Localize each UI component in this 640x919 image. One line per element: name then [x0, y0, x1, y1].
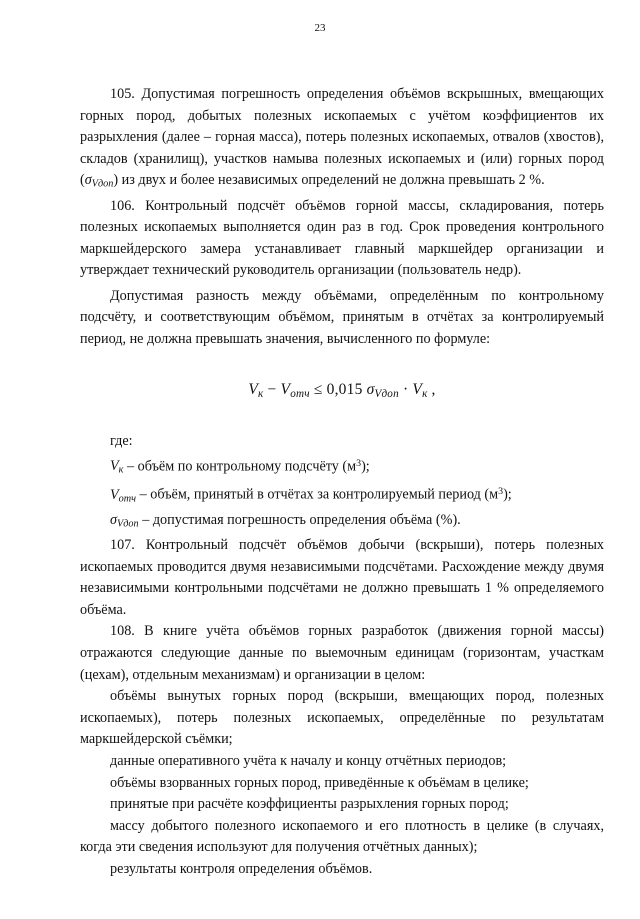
- paragraph-105-text-end: ) из двух и более независимых определений не должна превышать 2 %.: [113, 172, 545, 189]
- formula: $V_к - V_{отч} \le 0,015$ $\sigma_{Vдоп} \cdot V_к$ ,: [248, 380, 436, 400]
- where-label: где:: [110, 433, 133, 450]
- list-item: результаты контроля определения объёмов.: [110, 860, 373, 877]
- list-item: объёмы взорванных горных пород, приведённые к объёмам в целике;: [110, 774, 529, 791]
- paragraph-105: [80, 84, 604, 196]
- list-item: объёмы вынутых горных пород (вскрыши, вмещающих пород, полезных ископаемых), потерь полезных ископаемых, определённые по результатам маркшейдерской съёмки;: [80, 688, 604, 748]
- paragraph-106: 106. Контрольный подсчёт объёмов горной массы, складирования, потерь полезных ископаемых выполняется один раз в год. Срок проведения контрольного маркшейдерского замера устанавливает главный маркшейдер организации и утверждает технический руководитель организации (пользователь недр).: [80, 197, 604, 279]
- page-number: 23: [314, 22, 326, 34]
- paragraph-105-text: 105. Допустимая погрешность определения объёмов вскрышных, вмещающих горных пород, добытых полезных ископаемых с учётом коэффициентов их разрыхления (далее – горная масса), потерь полезных ископаемых, отвалов (хвостов), складов (хранилищ), участков намыва полезных ископаемых и (или) горных пород (: [80, 86, 604, 189]
- list-item: массу добытого полезного ископаемого и его плотность в целике (в случаях, когда эти сведения используют для получения отчётных данных);: [80, 817, 604, 856]
- paragraph-allowed-difference: Допустимая разность между объёмами, определённым по контрольному подсчёту, и соответствующим объёмом, принятым в отчётах за контролируемый период, не должна превышать значения, вычисленного по формуле:: [80, 287, 604, 348]
- definition-sigma: $\sigma_{Vдоп}$ – допустимая погрешность определения объёма (%).: [110, 511, 461, 530]
- list-item: принятые при расчёте коэффициенты разрыхления горных пород;: [110, 796, 509, 813]
- definition-vk: $V_к$ – объём по контрольному подсчёту $(м^3)$;: [110, 457, 370, 476]
- paragraph-108: 108. В книге учёта объёмов горных разработок (движения горной массы) отражаются следующие данные по выемочным единицам (горизонтам, участкам (цехам), отдельным механизмам) и организации в целом:: [80, 623, 604, 683]
- page-content: [80, 84, 604, 881]
- list-item: данные оперативного учёта к началу и концу отчётных периодов;: [110, 752, 507, 769]
- definition-votch: $V_{отч}$ – объём, принятый в отчётах за контролируемый период $(м^3)$;: [110, 486, 512, 505]
- paragraph-107: 107. Контрольный подсчёт объёмов добычи (вскрыши), потерь полезных ископаемых проводится двумя независимыми подсчётами. Расхождение между двумя независимыми контрольными подсчётами не должно превышать 1 % определяемого объёма.: [80, 537, 604, 618]
- sigma-symbol: $\sigma_{Vдоп}$: [84, 172, 114, 190]
